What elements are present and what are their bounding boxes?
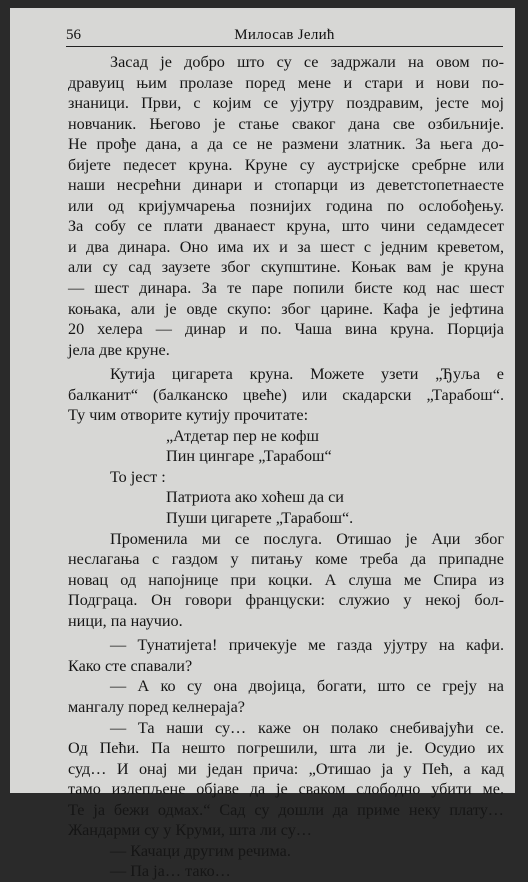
text-line: Променила ми се послуга. Отишао је Аџи због xyxy=(110,529,504,548)
text-line: и два динара. Оно има их и за шест с једним креветом, xyxy=(68,237,504,256)
text-line: јела две круне. xyxy=(68,340,170,359)
text-line: — А ко су она двојица, богати, што се греју на xyxy=(110,677,504,696)
paragraph-dialogue-3 xyxy=(68,718,504,841)
text-line: Те ја бежи одмах.“ Сад су дошли да приме неку плату… xyxy=(68,800,504,819)
to-jest-label: То јест : xyxy=(110,467,166,486)
paragraph-dialogue-2 xyxy=(68,676,504,717)
paragraph-money xyxy=(68,52,504,360)
verse-line: Пин цингаре „Тарабош“ xyxy=(166,447,332,466)
text-line: мангалу поред келнераја? xyxy=(68,697,245,716)
text-line: Жандарми су у Круми, шта ли су… xyxy=(68,821,312,840)
text-line: тамо излепљене објаве да је сваком слободно убити ме. xyxy=(68,780,504,799)
text-line: суд… И онај ми један прича: „Отишао ја у Пећ, а кад xyxy=(68,759,504,778)
text-line: Засад је добро што су се задржали на овом по- xyxy=(110,53,504,71)
text-line: — Качаци другим речима. xyxy=(110,841,291,860)
text-line: — шест динара. За те паре попили бисте код нас шест xyxy=(68,279,504,298)
body-text xyxy=(68,52,504,882)
text-line: Кутија цигарета круна. Можете узети „Ђуља е xyxy=(110,365,504,384)
text-line: Од Пећи. Па нешто погрешили, шта ли је. Осудио их xyxy=(68,739,504,758)
text-line: наши несрећни динари и стопарци из деветстопетнаесте xyxy=(68,176,504,195)
page-header xyxy=(66,24,503,47)
paragraph-cigarettes xyxy=(68,364,504,426)
text-line: ници, па научио. xyxy=(68,611,183,630)
text-line: Како сте спавали? xyxy=(68,656,193,675)
text-line: али су сад заузете због скупштине. Коњак вам је круна xyxy=(68,258,504,277)
text-line: Ту чим отворите кутију прочитате: xyxy=(68,406,309,425)
text-line: — Та наши су… каже он полако снебивајући се. xyxy=(110,718,504,737)
text-line: знаници. Први, с којим се ујутру поздравим, јесте мој xyxy=(68,94,504,113)
text-line: За собу се плати дванаест круна, што чини седамдесет xyxy=(68,217,504,236)
text-line: балканит“ (балканско цвеће) или скадарски „Тарабош“. xyxy=(68,385,504,404)
verse-line: „Атдетар пер не кофш xyxy=(166,426,319,445)
text-line: — Тунатијета! причекује ме газда ујутру на кафи. xyxy=(110,636,504,655)
text-line: дравуиц њим пролазе поред мене и стари и нови по- xyxy=(68,73,504,92)
text-line: новчаник. Његово је стање сваког дана све озбиљније. xyxy=(68,114,504,133)
book-page xyxy=(10,8,515,881)
text-line: Подграца. Он говори француски: служио у некој бол- xyxy=(68,591,504,610)
paragraph-dialogue-4 xyxy=(68,841,504,862)
paragraph-dialogue-5 xyxy=(68,861,504,882)
running-title: Милосав Јелић xyxy=(234,27,335,43)
page-number: 56 xyxy=(66,27,81,43)
text-line: Не прође дана, а да се не размени златник. За њега до- xyxy=(68,135,504,154)
text-line: — Па ја… тако… xyxy=(110,862,231,881)
text-line: 20 хелера — динар и по. Чаша вина круна. Порција xyxy=(68,320,504,339)
text-line: бијете педесет круна. Круне су аустријске сребрне или xyxy=(68,155,504,174)
paragraph-servants xyxy=(68,529,504,632)
text-line: или од кријумчарења познијих година по ослобођењу. xyxy=(68,196,504,215)
text-line: новац од напојнице при коцки. А слуша ме Спира из xyxy=(68,570,504,589)
verse-line: Патриота ако хоћеш да си xyxy=(166,488,344,507)
text-line: неслагања с газдом у питању коме треба да припадне xyxy=(68,550,504,569)
paragraph-dialogue-1 xyxy=(68,635,504,676)
text-line: коњака, али је овде скупо: због царине. Кафа је јефтина xyxy=(68,299,504,318)
verse-line: Пуши цигарете „Тарабош“. xyxy=(166,509,354,528)
